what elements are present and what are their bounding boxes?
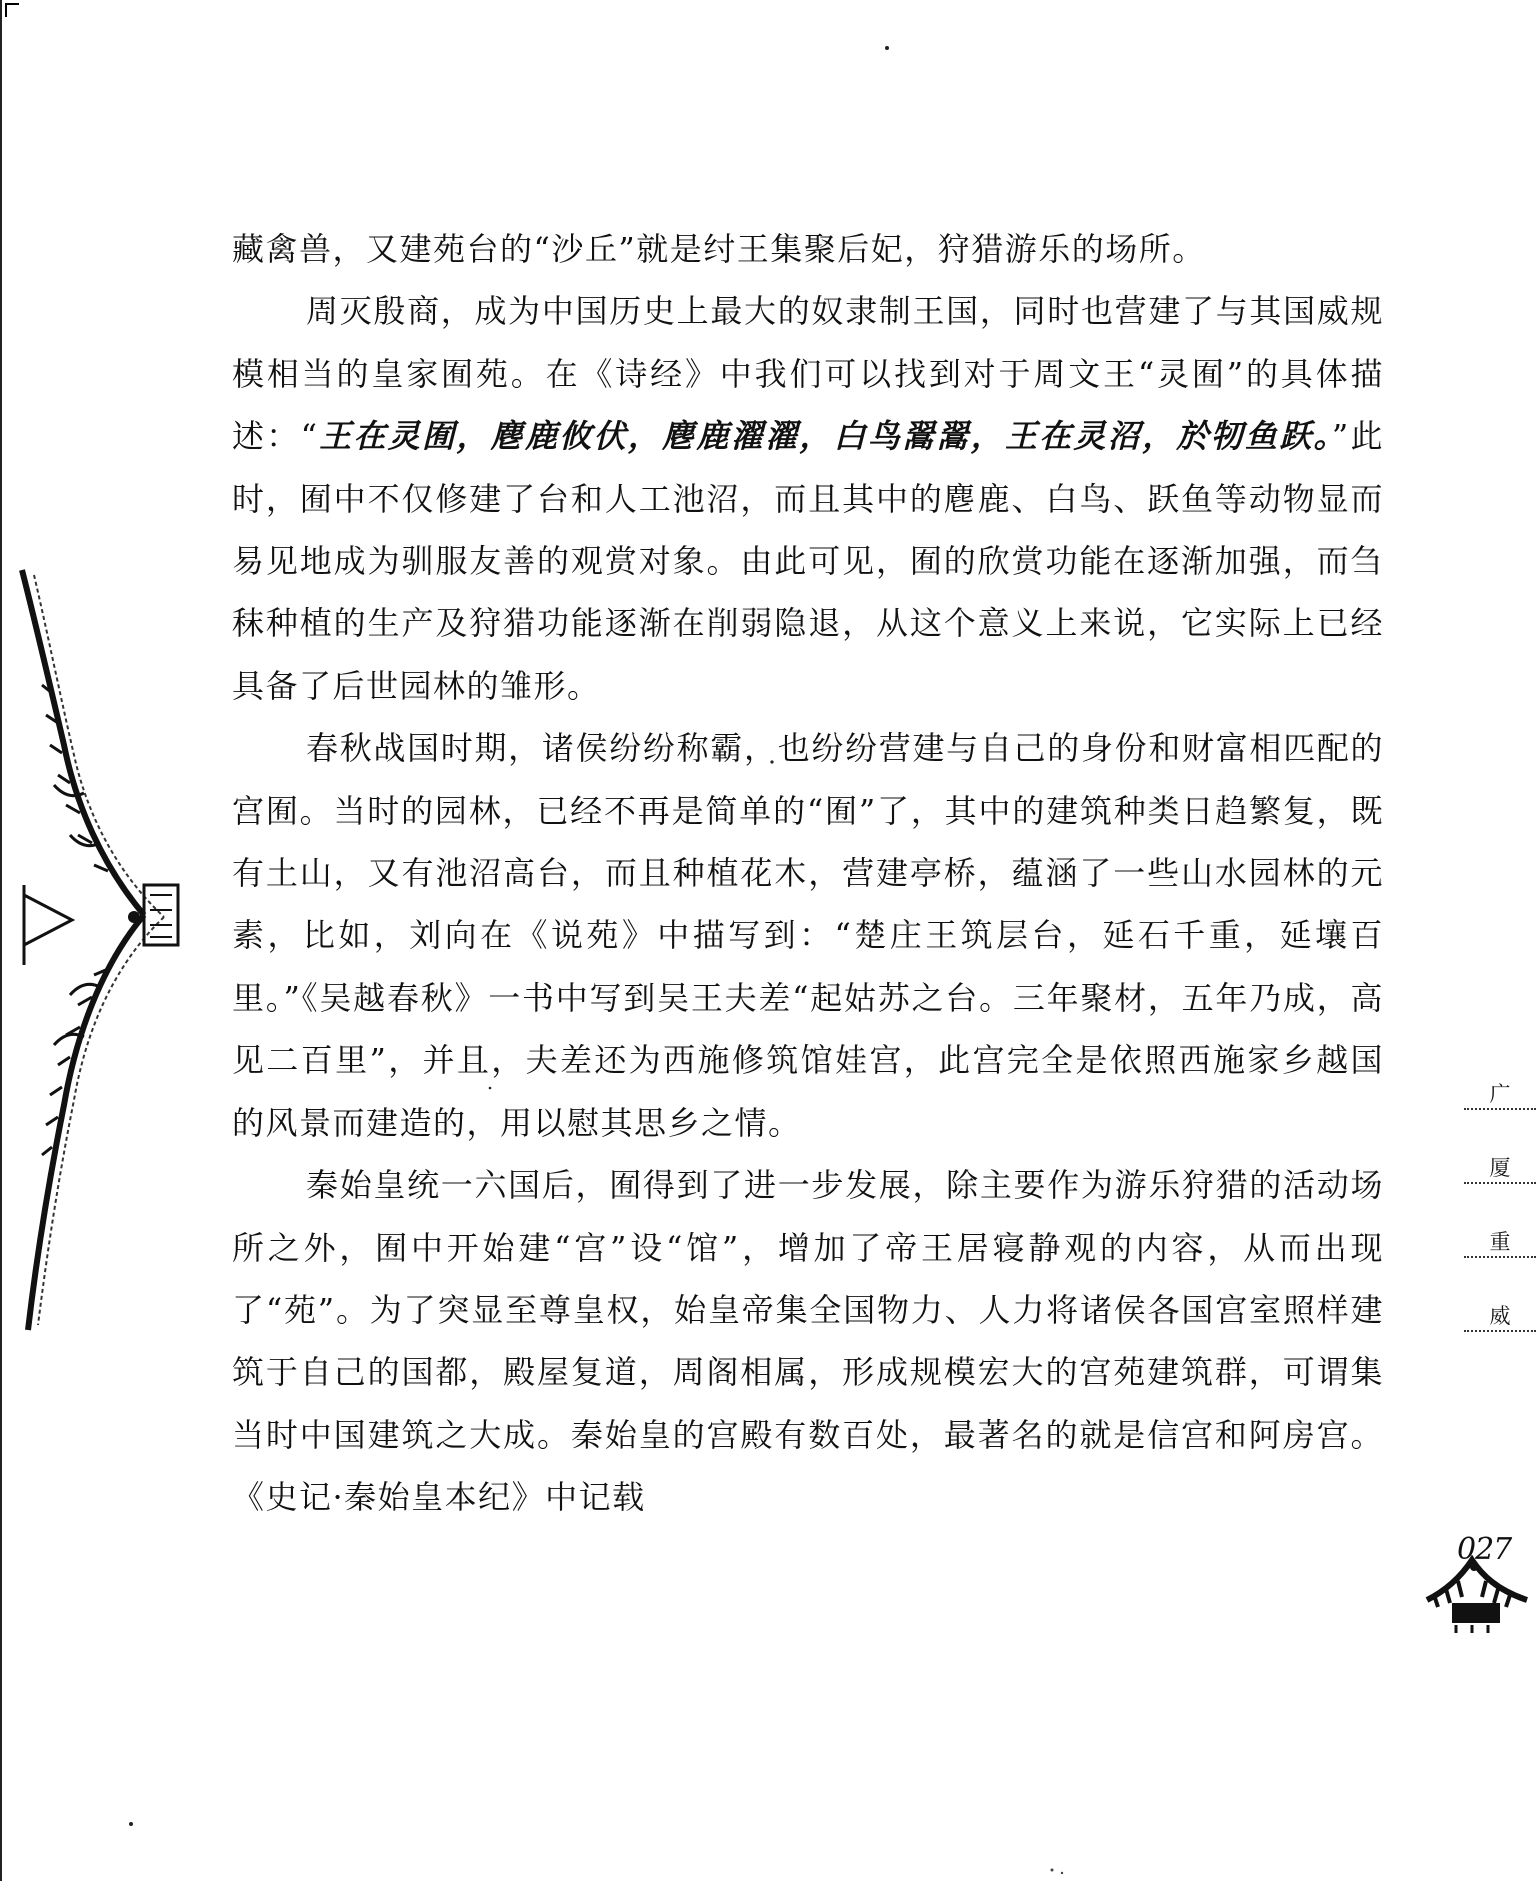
side-title — [1464, 1080, 1536, 1376]
paragraph-text: 秦始皇统一六国后，囿得到了进一步发展，除主要作为游乐狩猎的活动场所之外，囿中开始建“宫”设“馆”，增加了帝王居寝静观的内容，从而出现了“苑”。为了突显至尊皇权，始皇帝集全国物力、人力将诸侯各国宫室照样建筑于自己的国都，殿屋复道，周阁相属，形成规模宏大的宫苑建筑群，可谓集当时中国建筑之大成。秦始皇的宫殿有数百处，最著名的就是信宫和阿房宫。《史记·秦始皇本纪》中记载 — [232, 1166, 1384, 1517]
side-title-char: 厦 — [1464, 1154, 1536, 1184]
side-title-char: 广 — [1464, 1080, 1536, 1110]
body-paragraph — [232, 280, 1384, 717]
side-title-char: 威 — [1464, 1302, 1536, 1332]
paragraph-text: 周灭殷商，成为中国历史上最大的奴隶制王国，同时也营建了与其国威规模相当的皇家囿苑。在《诗经》中我们可以找到对于周文王“灵囿”的具体描述：“ — [232, 292, 1384, 456]
poem-quote: 王在灵囿，麀鹿攸伏，麀鹿濯濯，白鸟翯翯，王在灵沼，於牣鱼跃。 — [318, 417, 1332, 456]
body-paragraph — [232, 218, 1384, 280]
roof-eave-ornament — [14, 565, 189, 1335]
paragraph-text: 春秋战国时期，诸侯纷纷称霸，也纷纷营建与自己的身份和财富相匹配的宫囿。当时的园林，已经不再是简单的“囿”了，其中的建筑种类日趋繁复，既有土山，又有池沼高台，而且种植花木，营建亭桥，蕴涵了一些山水园林的元素，比如，刘向在《说苑》中描写到：“楚庄王筑层台，延石千重，延壤百里。”《吴越春秋》一书中写到吴王夫差“起姑苏之台。三年聚材，五年乃成，高见二百里”，并且，夫差还为西施修筑馆娃宫，此宫完全是依照西施家乡越国的风景而建造的，用以慰其思乡之情。 — [232, 729, 1384, 1142]
roof-ornament — [1422, 1555, 1532, 1635]
paragraph-text: ”此时，囿中不仅修建了台和人工池沼，而且其中的麀鹿、白鸟、跃鱼等动物显而易见地成为驯服友善的观赏对象。由此可见，囿的欣赏功能在逐渐加强，而刍秣种植的生产及狩猎功能逐渐在削弱隐退，从这个意义上来说，它实际上已经具备了后世园林的雏形。 — [232, 417, 1384, 705]
body-paragraph — [232, 717, 1384, 1154]
paragraph-text: 藏禽兽，又建苑台的“沙丘”就是纣王集聚后妃，狩猎游乐的场所。 — [232, 230, 1206, 268]
body-paragraph — [232, 1154, 1384, 1528]
body-text — [232, 218, 1384, 1529]
side-title-char: 重 — [1464, 1228, 1536, 1258]
page-number: 027 — [1457, 1532, 1512, 1567]
